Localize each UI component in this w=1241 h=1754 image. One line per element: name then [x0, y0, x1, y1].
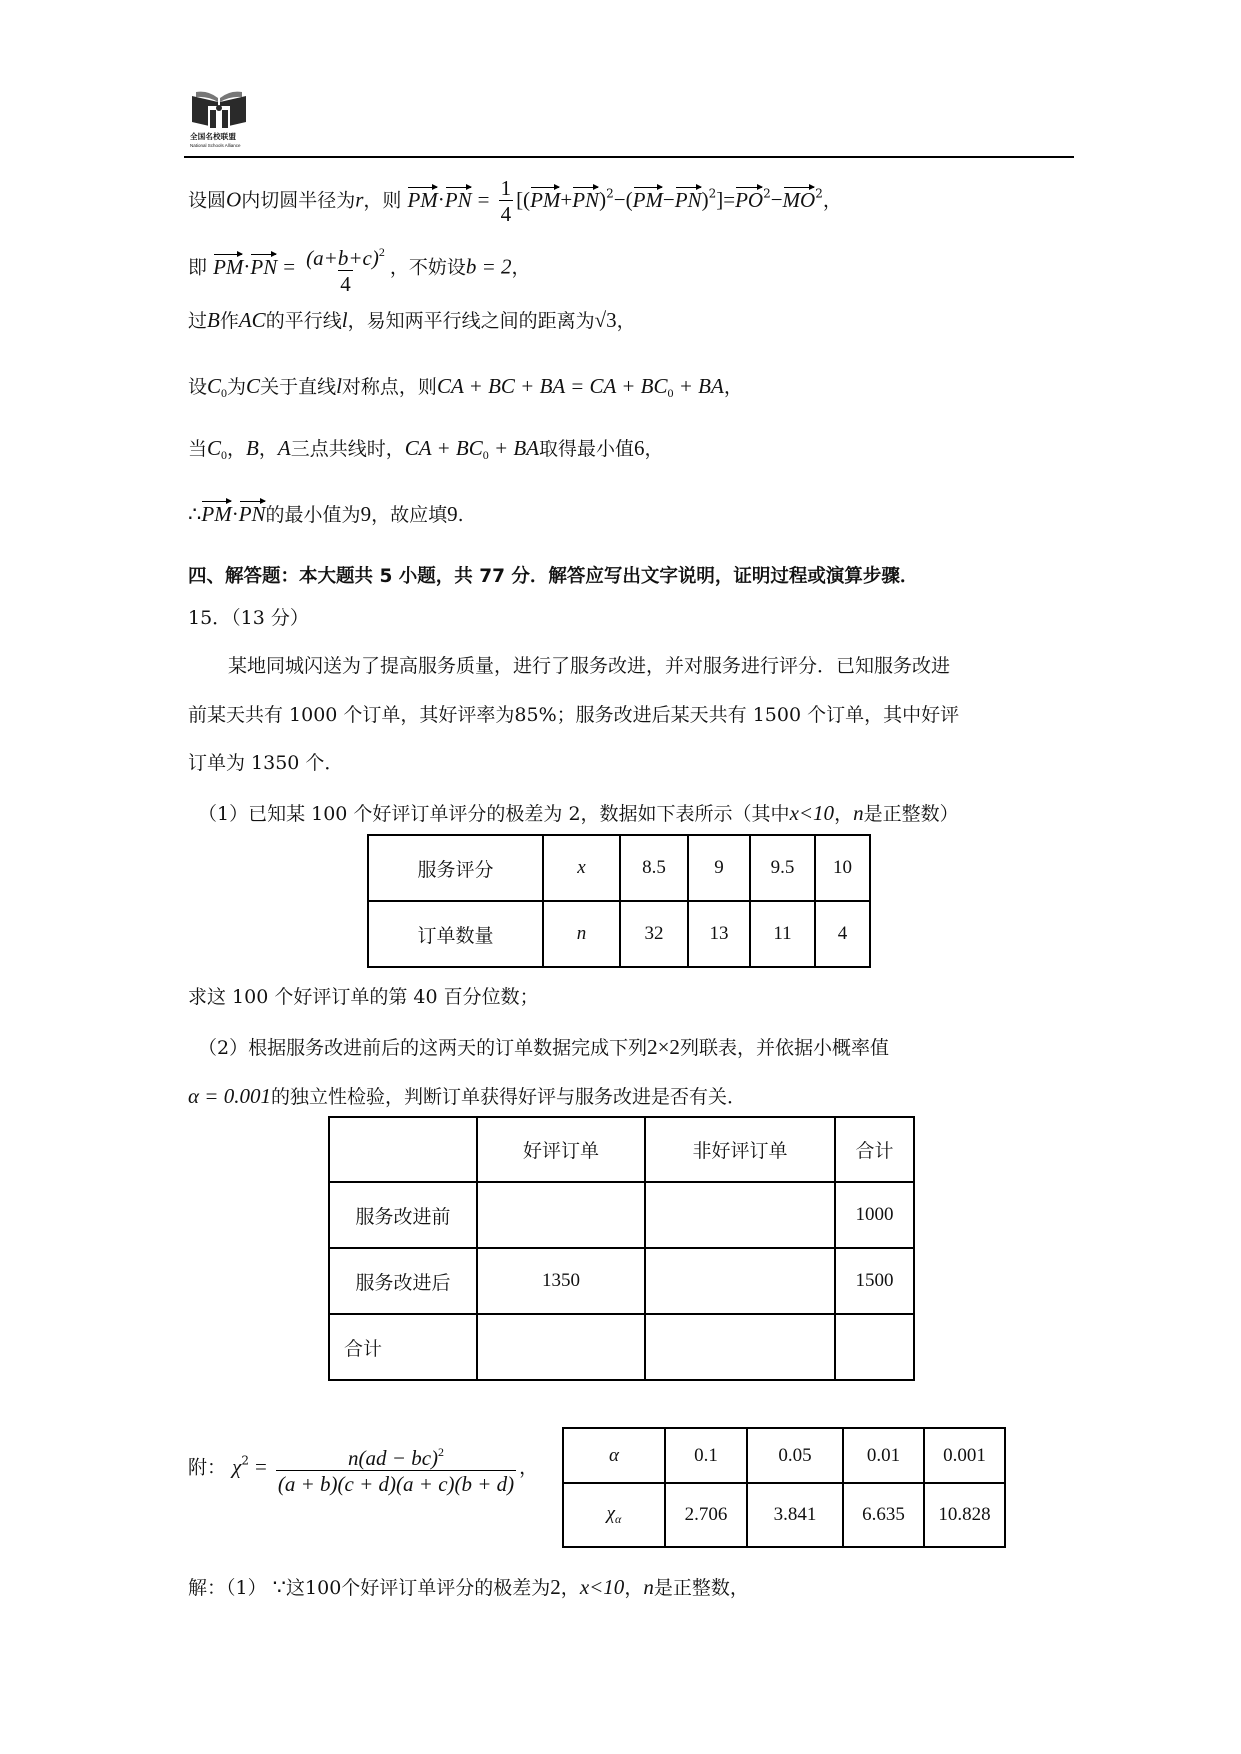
math-var: n	[853, 801, 864, 825]
because-symbol: ∵	[272, 1575, 287, 1599]
text: 附：	[188, 1456, 227, 1479]
question-2-line-2	[188, 1082, 746, 1111]
vector-pm: PM	[632, 187, 663, 212]
table-header-row	[329, 1117, 914, 1182]
text: 这100个好评订单评分的极差为	[286, 1577, 551, 1599]
plus: +	[560, 187, 573, 212]
math-var: l	[341, 308, 348, 332]
text: ，故应填	[371, 504, 448, 526]
open-book-icon	[190, 88, 248, 130]
table-cell: 服务改进后	[329, 1248, 477, 1314]
paren-close: )	[599, 187, 607, 212]
text: 关于直线	[260, 376, 337, 398]
minus: −	[613, 187, 626, 212]
frac-den: 4	[340, 272, 351, 296]
table-cell: 4	[815, 901, 870, 967]
text: 设圆	[188, 189, 227, 212]
text: ，	[644, 438, 664, 460]
table-cell	[477, 1182, 645, 1248]
table-cell: 2.706	[665, 1483, 747, 1547]
text: ，	[624, 1577, 644, 1599]
frac-num-text: (a+b+c)	[306, 246, 379, 270]
text: ，	[616, 310, 636, 332]
text: 内切圆半径为	[241, 189, 356, 212]
question-1-line	[198, 799, 959, 828]
math-var: χ	[232, 1454, 242, 1479]
exponent: 2	[378, 245, 385, 259]
table-row	[368, 835, 870, 901]
math-expr: b = 2	[465, 254, 512, 279]
logo-cn-text: 全国名校联盟	[190, 132, 237, 141]
table-cell: 1350	[477, 1248, 645, 1314]
text: ，则	[363, 189, 402, 212]
table-cell: 3.841	[747, 1483, 843, 1547]
text: 三点共线时，	[290, 438, 405, 460]
math-expr: + BA	[488, 436, 540, 460]
minus: −	[662, 187, 675, 212]
score-table	[367, 834, 871, 968]
question-2-line-1	[198, 1033, 889, 1062]
table-cell	[835, 1314, 914, 1380]
math-var: n	[643, 1575, 654, 1599]
frac-den: (a + b)(c + d)(a + c)(b + d)	[277, 1472, 515, 1496]
text: 设	[188, 376, 208, 398]
solution-line-5	[188, 434, 664, 469]
frac-num-text: n(ad − bc)	[348, 1446, 439, 1470]
table-header-cell: 合计	[835, 1117, 914, 1182]
text: ，	[723, 376, 743, 398]
table-cell: 0.01	[843, 1428, 924, 1483]
math-var: C	[207, 436, 222, 460]
text: 是正整数，	[653, 1577, 749, 1599]
math-var: C	[207, 374, 222, 398]
text: ，	[519, 1456, 539, 1479]
table-cell: 0.001	[924, 1428, 1005, 1483]
bracket-open: [(	[516, 187, 531, 212]
text: 解：（1）	[188, 1577, 267, 1599]
vector-pm: PM	[201, 502, 232, 526]
problem-stem-line-1: 某地同城闪送为了提高服务质量，进行了服务改进，并对服务进行评分．已知服务改进	[228, 655, 951, 677]
table-cell: 9.5	[750, 835, 815, 901]
subscript: 0	[221, 448, 228, 462]
text: ，	[834, 803, 854, 825]
text: ，	[511, 256, 531, 279]
table-cell: 8.5	[620, 835, 688, 901]
subscript: α	[615, 1512, 622, 1526]
therefore-symbol: ∴	[188, 502, 202, 526]
minus: −	[770, 187, 783, 212]
exponent: 2	[763, 186, 771, 201]
text: 作	[219, 310, 239, 332]
math-number: 9	[360, 502, 372, 526]
fraction-abc	[304, 240, 387, 297]
table-cell: 10	[815, 835, 870, 901]
math-expr: x<10	[579, 1575, 625, 1599]
contingency-table	[328, 1116, 915, 1381]
table-cell: 1500	[835, 1248, 914, 1314]
math-var: l	[336, 374, 342, 398]
frac-den: 4	[500, 202, 512, 226]
table-cell: 0.1	[665, 1428, 747, 1483]
sqrt-three: √3	[594, 308, 617, 332]
exponent: 2	[438, 1445, 445, 1459]
equals: =	[283, 254, 296, 279]
table-cell	[563, 1483, 665, 1547]
vector-mo: MO	[782, 187, 816, 212]
text: .	[457, 504, 464, 526]
math-var: r	[355, 187, 364, 212]
solution-line-1	[188, 176, 842, 227]
equals: =	[477, 187, 490, 212]
table-cell: 订单数量	[368, 901, 543, 967]
solution-line-4	[188, 372, 743, 407]
paren-close: )	[701, 187, 709, 212]
header-rule	[184, 156, 1074, 158]
vector-pn: PN	[238, 502, 266, 526]
solution-start-line	[188, 1573, 749, 1602]
table-cell: 11	[750, 901, 815, 967]
math-expr: α = 0.001	[188, 1084, 271, 1108]
table-cell: 9	[688, 835, 750, 901]
equals: =	[723, 187, 736, 212]
math-var: A	[277, 436, 291, 460]
text: （2）根据服务改进前后的这两天的订单数据完成下列	[198, 1037, 648, 1059]
math-number: 6	[634, 436, 645, 460]
table-cell	[645, 1182, 835, 1248]
text: 为	[227, 376, 247, 398]
exponent: 2	[815, 186, 823, 201]
math-expr: CA + BC	[404, 436, 483, 460]
bracket-close: ]	[716, 187, 724, 212]
problem-stem-line-3: 订单为 1350 个．	[188, 752, 344, 774]
subscript: 0	[667, 386, 674, 400]
table-cell: 10.828	[924, 1483, 1005, 1547]
table-cell: n	[543, 901, 620, 967]
critical-value-table	[562, 1427, 1006, 1548]
table-row	[368, 901, 870, 967]
math-expr: + BA	[673, 374, 724, 398]
dot-op: ·	[243, 254, 251, 279]
exponent: 2	[708, 186, 717, 201]
table-row	[329, 1182, 914, 1248]
table-cell: 32	[620, 901, 688, 967]
subscript: 0	[221, 386, 228, 400]
vector-pm: PM	[530, 187, 561, 212]
text: ，易知两平行线之间的距离为	[347, 310, 595, 332]
exponent: 2	[241, 1453, 249, 1468]
subscript: 0	[482, 448, 489, 462]
question-1-ask: 求这 100 个好评订单的第 40 百分位数；	[188, 986, 539, 1008]
text: ，不妨设	[389, 256, 466, 279]
chi-square-fraction	[276, 1440, 516, 1497]
table-cell: α	[563, 1428, 665, 1483]
exponent: 2	[606, 186, 614, 201]
problem-stem-line-2: 前某天共有 1000 个订单，其好评率为85%；服务改进后某天共有 1500 个订单，其中好评	[188, 704, 960, 726]
math-number: 2	[550, 1575, 561, 1599]
paren-open: (	[625, 187, 633, 212]
frac-num	[346, 1440, 446, 1470]
table-row	[563, 1428, 1005, 1483]
fraction-quarter	[499, 176, 514, 227]
table-row	[329, 1314, 914, 1380]
table-cell: 服务评分	[368, 835, 543, 901]
frac-num: 1	[500, 176, 512, 200]
math-expr: CA + BC + BA = CA + BC	[436, 374, 668, 398]
math-var: χ	[606, 1503, 616, 1524]
vector-pm: PM	[407, 187, 438, 212]
vector-pn: PN	[572, 187, 600, 212]
logo-en-text: National Schools Alliance	[190, 143, 241, 148]
dot-op: ·	[231, 502, 239, 526]
solution-line-6	[188, 500, 464, 529]
table-cell: 0.05	[747, 1428, 843, 1483]
frac-num	[304, 240, 387, 270]
table-header-cell	[329, 1117, 477, 1182]
table-row	[329, 1248, 914, 1314]
text: （1）已知某 100 个好评订单评分的极差为 2，数据如下表所示（其中	[198, 803, 790, 825]
dot-op: ·	[437, 187, 445, 212]
math-var: O	[226, 187, 242, 212]
vector-po: PO	[735, 187, 764, 212]
text: ，	[258, 438, 278, 460]
vector-pn: PN	[250, 254, 278, 279]
table-cell: 6.635	[843, 1483, 924, 1547]
math-var: AC	[238, 308, 266, 332]
table-header-cell: 非好评订单	[645, 1117, 835, 1182]
table-cell: x	[543, 835, 620, 901]
text: 过	[188, 310, 208, 332]
text: ，	[822, 189, 842, 212]
school-alliance-logo	[190, 88, 252, 148]
text: 当	[188, 438, 208, 460]
table-row	[563, 1483, 1005, 1547]
table-cell: 1000	[835, 1182, 914, 1248]
appendix-formula	[188, 1440, 538, 1497]
table-cell: 服务改进前	[329, 1182, 477, 1248]
table-header-cell: 好评订单	[477, 1117, 645, 1182]
table-cell: 13	[688, 901, 750, 967]
text: ，	[227, 438, 247, 460]
section-heading: 四、解答题：本大题共 5 小题，共 77 分．解答应写出文字说明，证明过程或演算步骤．	[188, 566, 919, 587]
text: 的最小值为	[265, 504, 361, 526]
solution-line-2	[188, 240, 531, 297]
table-cell	[645, 1248, 835, 1314]
table-cell: 合计	[329, 1314, 477, 1380]
equals: =	[255, 1454, 267, 1479]
text: 即	[188, 256, 208, 279]
math-number: 9	[447, 502, 458, 526]
table-cell	[645, 1314, 835, 1380]
math-var: C	[246, 374, 261, 398]
vector-pm: PM	[213, 254, 244, 279]
text: 取得最小值	[539, 438, 635, 460]
text: 是正整数）	[863, 803, 959, 825]
text: 对称点，则	[341, 376, 437, 398]
solution-line-3	[188, 306, 636, 335]
text: 的平行线	[265, 310, 342, 332]
math-expr: x<10	[789, 801, 835, 825]
math-var: B	[246, 436, 259, 460]
vector-pn: PN	[674, 187, 702, 212]
problem-number: 15．（13 分）	[188, 607, 309, 629]
math-expr: 2×2	[647, 1035, 680, 1059]
text: 列联表，并依据小概率值	[679, 1037, 889, 1059]
text: 的独立性检验，判断订单获得好评与服务改进是否有关．	[270, 1086, 746, 1108]
math-var: B	[207, 308, 220, 332]
text: ，	[560, 1577, 580, 1599]
vector-pn: PN	[444, 187, 472, 212]
table-cell	[477, 1314, 645, 1380]
